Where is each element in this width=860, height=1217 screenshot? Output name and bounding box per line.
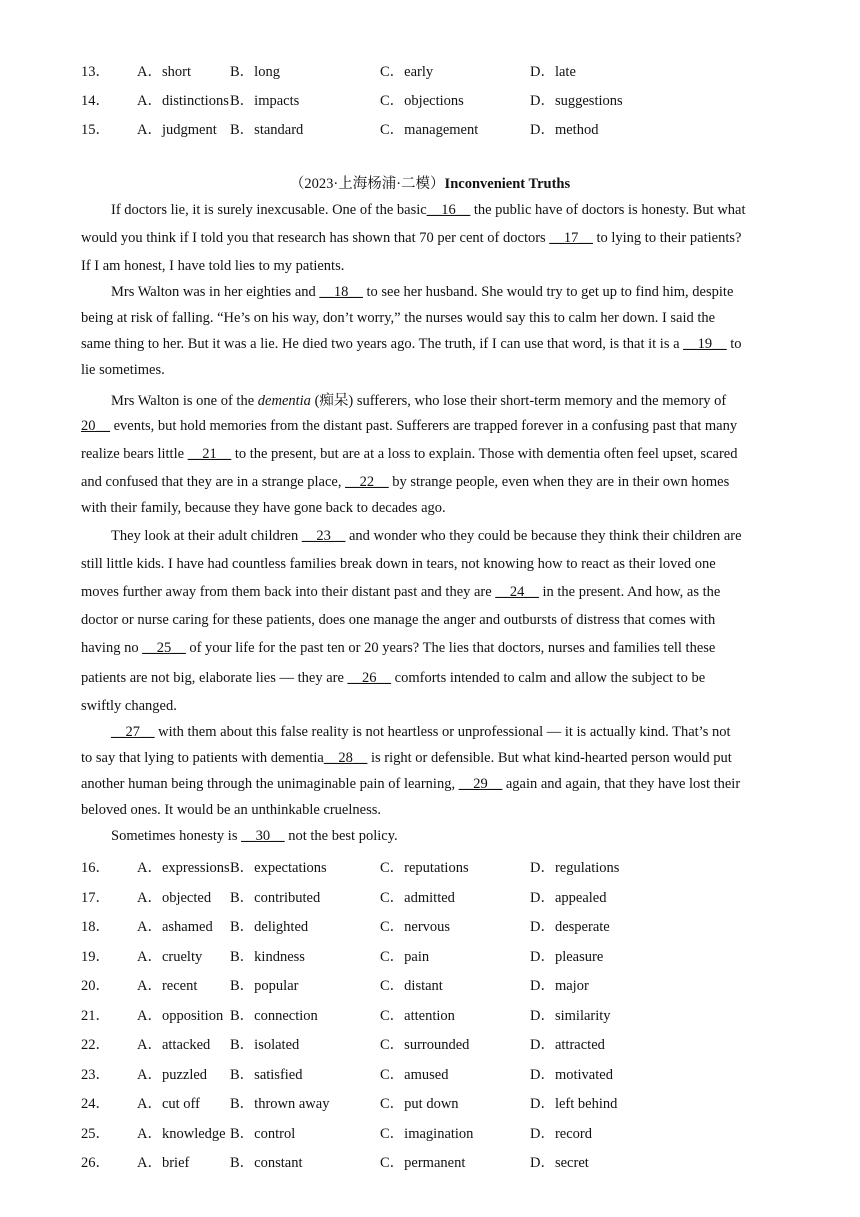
option-a: A．ashamed [137, 919, 213, 935]
italic-word: dementia [257, 393, 311, 409]
option-d: D．appealed [530, 889, 607, 906]
question-number: 22． [81, 1037, 110, 1053]
option-c: C．early [380, 64, 434, 80]
passage-line: with their family, because they have gone back to decades ago. [81, 500, 446, 516]
option-a: A．puzzled [137, 1066, 208, 1083]
question-number: 20． [81, 978, 110, 994]
option-b: B．isolated [230, 1037, 300, 1053]
passage-line: same thing to her. But it was a lie. He died two years ago. The truth, if I can use that word, is that it is a __19__ to [81, 336, 742, 352]
blank-26: __26__ [347, 670, 392, 686]
question-number: 16． [81, 860, 110, 876]
option-a: A．knowledge [137, 1125, 226, 1142]
passage-line: Mrs Walton is one of the dementia (痴呆) sufferers, who lose their short-term memory and the memory of [111, 393, 727, 409]
option-c: C．nervous [380, 919, 451, 935]
question-number: 21． [81, 1007, 110, 1024]
option-c: C．distant [380, 978, 443, 994]
option-b: B．delighted [230, 919, 309, 935]
passage-name: Inconvenient Truths [444, 176, 571, 192]
option-a: A．recent [137, 978, 198, 994]
blank-20: 20__ [81, 418, 110, 434]
option-d: D．record [530, 1125, 593, 1142]
question-number: 18． [81, 919, 110, 935]
option-a: A．opposition [137, 1007, 224, 1024]
option-a: A．cruelty [137, 948, 203, 965]
passage-line: Sometimes honesty is __30__ not the best policy. [111, 828, 398, 844]
option-d: D．desperate [530, 919, 610, 935]
blank-18: __18__ [319, 284, 363, 300]
blank-27: __27__ [111, 724, 155, 740]
passage-source: （2023·上海杨浦·二模） [289, 176, 445, 192]
option-b: B．constant [230, 1155, 303, 1171]
option-b: B．connection [230, 1007, 318, 1024]
option-d: D．late [530, 64, 576, 80]
blank-23: __23__ [301, 528, 346, 544]
option-b: B．impacts [230, 93, 300, 109]
passage-line: lie sometimes. [81, 362, 165, 378]
question-number: 15． [81, 122, 110, 138]
option-d: D．attracted [530, 1037, 605, 1053]
blank-29: __29__ [458, 776, 503, 792]
blank-30: __30__ [241, 828, 285, 844]
passage-line: realize bears little __21__ to the present, but are at a loss to explain. Those with dementia often feel upset, scared [81, 446, 738, 462]
passage-line: moves further away from them back into their distant past and they are __24__ in the present. And how, as the [81, 584, 721, 600]
blank-24: __24__ [495, 584, 539, 600]
option-d: D．motivated [530, 1066, 613, 1083]
option-a: A．attacked [137, 1037, 211, 1053]
passage-line: beloved ones. It would be an unthinkable cruelness. [81, 802, 381, 818]
option-d: D．pleasure [530, 948, 604, 965]
passage-line: 20__ events, but hold memories from the distant past. Sufferers are trapped forever in a confusing past that many [81, 418, 738, 434]
passage-line: doctor or nurse caring for these patients, does one manage the anger and outbursts of distress that comes with [81, 612, 716, 628]
option-c: C．put down [380, 1096, 459, 1112]
passage-line: Mrs Walton was in her eighties and __18__ to see her husband. She would try to get up to find him, despite [111, 284, 734, 300]
blank-22: __22__ [345, 474, 389, 490]
passage-line: and confused that they are in a strange place, __22__ by strange people, even when they are in their own homes [81, 474, 730, 490]
passage-line: __27__ with them about this false reality is not heartless or unprofessional — it is actually kind. That’s not [111, 724, 731, 740]
option-b: B．long [230, 64, 280, 80]
option-b: B．expectations [230, 860, 327, 876]
passage-line: having no __25__ of your life for the past ten or 20 years? The lies that doctors, nurses and families tell these [81, 640, 716, 656]
blank-25: __25__ [142, 640, 186, 656]
passage-line: would you think if I told you that research has shown that 70 per cent of doctors __17__ to lying to their patients? [81, 230, 742, 246]
option-b: B．contributed [230, 889, 321, 906]
option-c: C．admitted [380, 889, 455, 906]
option-d: D．suggestions [530, 93, 623, 109]
question-number: 24． [81, 1096, 110, 1112]
passage-title [0, 172, 860, 193]
option-c: C．permanent [380, 1155, 466, 1171]
option-b: B．satisfied [230, 1066, 303, 1083]
blank-17: __17__ [549, 230, 593, 246]
passage-line: still little kids. I have had countless families break down in tears, not knowing how to react as their loved one [81, 556, 716, 572]
question-number: 14． [81, 93, 110, 109]
option-c: C．surrounded [380, 1037, 470, 1053]
option-d: D．method [530, 122, 599, 138]
option-c: C．reputations [380, 860, 469, 876]
option-a: A．brief [137, 1155, 190, 1171]
question-number: 13． [81, 64, 110, 80]
blank-21: __21__ [187, 446, 232, 462]
option-b: B．control [230, 1125, 296, 1142]
option-d: D．secret [530, 1155, 589, 1171]
option-c: C．imagination [380, 1125, 474, 1142]
option-b: B．standard [230, 122, 304, 138]
passage-line: If I am honest, I have told lies to my patients. [81, 258, 345, 274]
passage-line: being at risk of falling. “He’s on his way, don’t worry,” the nurses would say this to calm her down. I said the [81, 310, 716, 326]
passage-line: to say that lying to patients with dementia__28__ is right or defensible. But what kind-hearted person would put [81, 750, 732, 766]
option-c: C．attention [380, 1007, 455, 1024]
option-c: C．amused [380, 1066, 449, 1083]
passage-line: patients are not big, elaborate lies — they are __26__ comforts intended to calm and allow the subject to be [81, 670, 706, 686]
passage-line: They look at their adult children __23__ and wonder who they could be because they think their children are [111, 528, 742, 544]
option-d: D．regulations [530, 860, 620, 876]
option-a: A．objected [137, 889, 212, 906]
blank-28: __28__ [323, 750, 368, 766]
option-d: D．similarity [530, 1007, 611, 1024]
passage-line: If doctors lie, it is surely inexcusable. One of the basic__16__ the public have of doctors is honesty. But what [111, 202, 746, 218]
option-c: C．pain [380, 948, 430, 965]
option-b: B．popular [230, 978, 299, 994]
option-d: D．major [530, 978, 589, 994]
option-a: A．expressions [137, 860, 230, 876]
option-c: C．objections [380, 93, 464, 109]
option-a: A．distinctions [137, 93, 229, 109]
question-number: 19． [81, 948, 110, 965]
option-b: B．kindness [230, 948, 305, 965]
option-a: A．cut off [137, 1096, 200, 1112]
blank-19: __19__ [683, 336, 727, 352]
option-a: A．judgment [137, 122, 217, 138]
option-d: D．left behind [530, 1096, 618, 1112]
blank-16: __16__ [426, 202, 471, 218]
passage-line: swiftly changed. [81, 698, 177, 714]
question-number: 23． [81, 1066, 110, 1083]
passage-line: another human being through the unimaginable pain of learning, __29__ again and again, that they have lost their [81, 776, 741, 792]
option-a: A．short [137, 64, 191, 80]
question-number: 17． [81, 889, 110, 906]
question-number: 26． [81, 1155, 110, 1171]
option-c: C．management [380, 122, 479, 138]
question-number: 25． [81, 1125, 110, 1142]
option-b: B．thrown away [230, 1096, 330, 1112]
